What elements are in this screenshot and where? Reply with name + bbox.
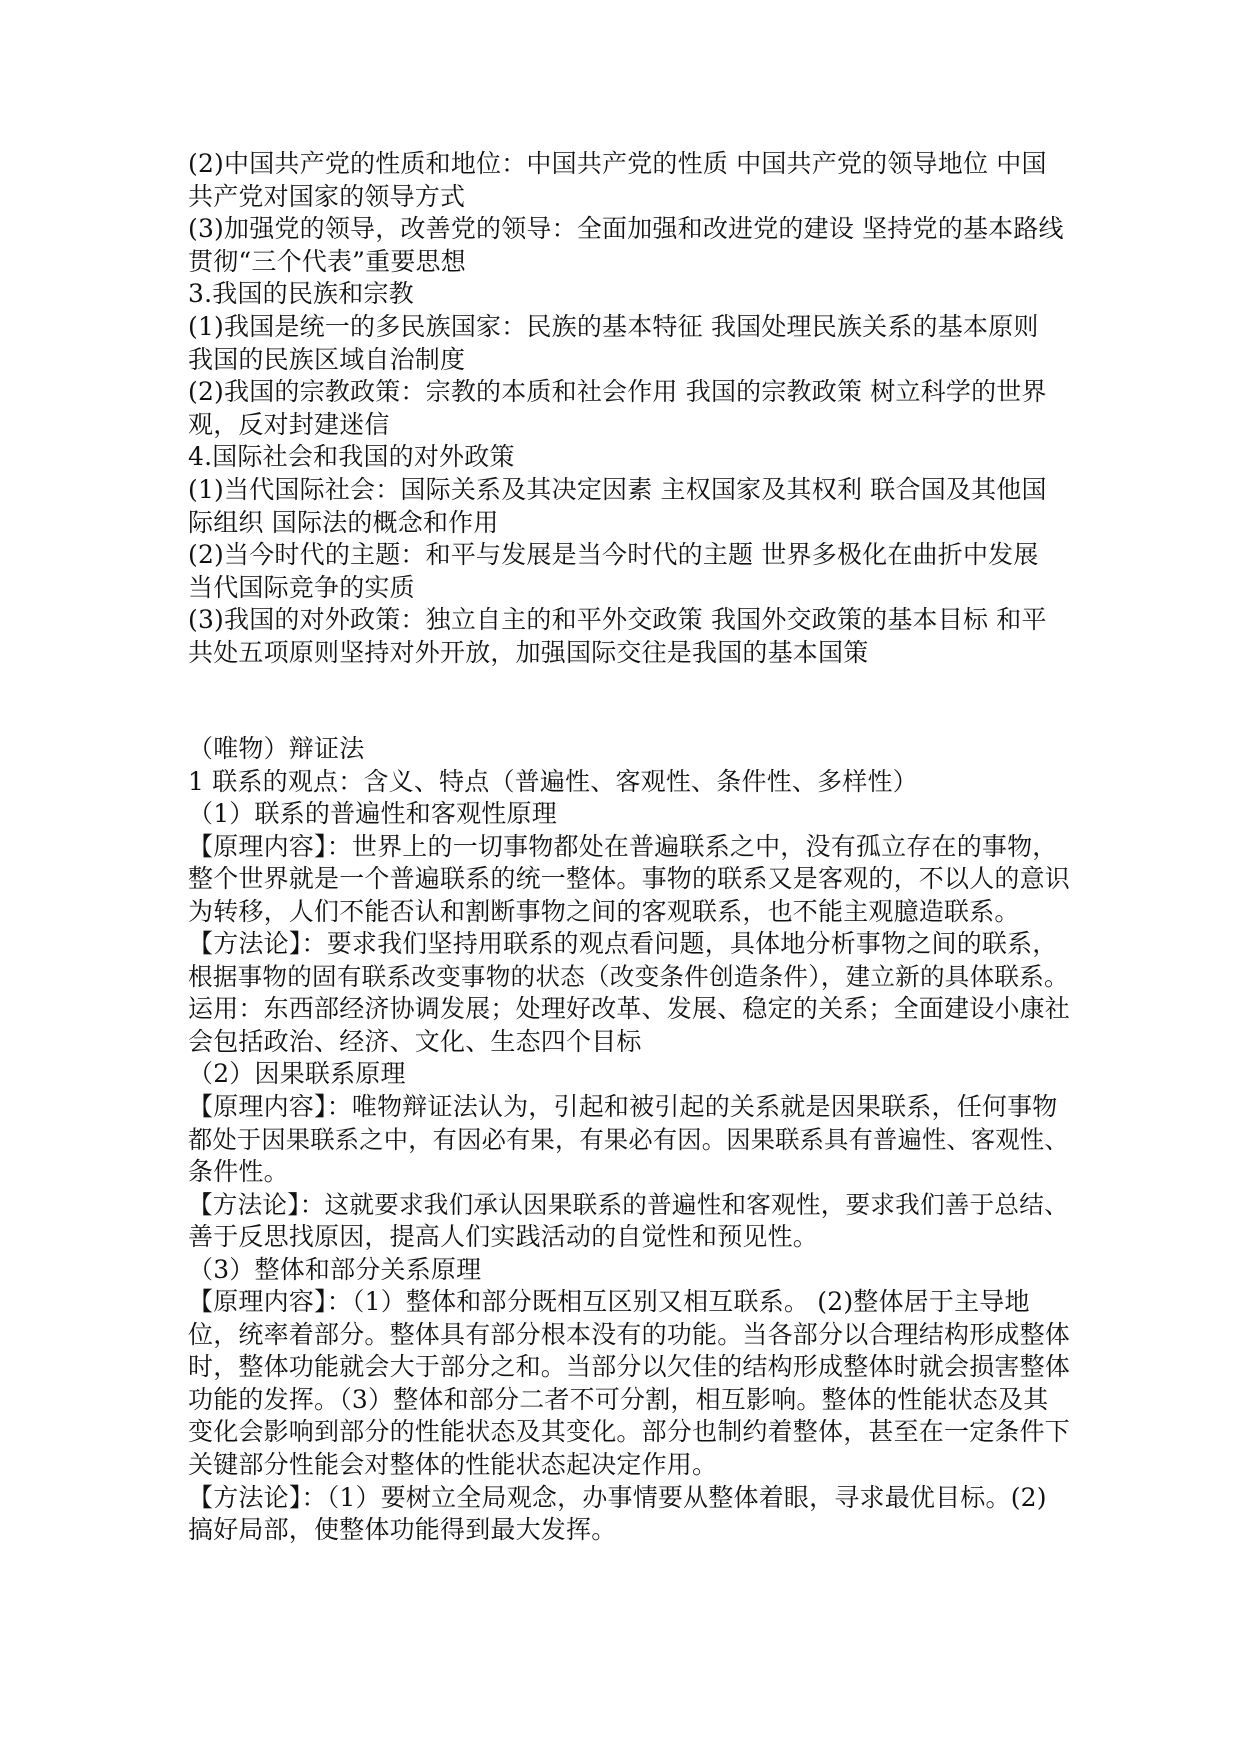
section-heading: 4.国际社会和我国的对外政策 [188, 442, 515, 472]
text-line: 关键部分性能会对整体的性能状态起决定作用。 [188, 1450, 718, 1480]
text-line: 善于反思找原因，提高人们实践活动的自觉性和预见性。 [188, 1222, 819, 1252]
text-line: 位，统率着部分。整体具有部分根本没有的功能。当各部分以合理结构形成整体 [188, 1319, 1071, 1349]
text-line: 际组织 国际法的概念和作用 [188, 507, 499, 537]
text-line: 共处五项原则坚持对外开放，加强国际交往是我国的基本国策 [188, 637, 869, 667]
text-line: 为转移，人们不能否认和割断事物之间的客观联系，也不能主观臆造联系。 [188, 896, 1020, 926]
text-line: (2)我国的宗教政策：宗教的本质和社会作用 我国的宗教政策 树立科学的世界 [188, 377, 1047, 407]
text-line: 当代国际竞争的实质 [188, 572, 415, 602]
subsection-heading: （3）整体和部分关系原理 [188, 1254, 482, 1284]
text-line: 会包括政治、经济、文化、生态四个目标 [188, 1026, 642, 1056]
text-line: (3)加强党的领导，改善党的领导：全面加强和改进党的建设 坚持党的基本路线 [188, 214, 1064, 244]
text-line: 【原理内容】：唯物辩证法认为，引起和被引起的关系就是因果联系，任何事物 [188, 1092, 1058, 1122]
text-line: 运用：东西部经济协调发展；处理好改革、发展、稳定的关系；全面建设小康社 [188, 994, 1071, 1024]
text-line: 我国的民族区域自治制度 [188, 344, 466, 374]
text-line: 贯彻“三个代表”重要思想 [188, 246, 466, 276]
text-line: 条件性。 [188, 1157, 289, 1187]
section-heading: （唯物）辩证法 [188, 734, 365, 763]
text-line: 【原理内容】：（1）整体和部分既相互区别又相互联系。 (2)整体居于主导地 [188, 1287, 1030, 1317]
text-line: 根据事物的固有联系改变事物的状态（改变条件创造条件），建立新的具体联系。 [188, 961, 1069, 991]
text-line: 【原理内容】：世界上的一切事物都处在普遍联系之中，没有孤立存在的事物， [188, 831, 1058, 861]
text-line: 整个世界就是一个普遍联系的统一整体。事物的联系又是客观的，不以人的意识 [188, 864, 1071, 894]
text-line: (3)我国的对外政策：独立自主的和平外交政策 我国外交政策的基本目标 和平 [188, 605, 1047, 635]
text-line: 观，反对封建迷信 [188, 409, 390, 439]
section-heading: 3.我国的民族和宗教 [188, 279, 414, 309]
text-line: (1)当代国际社会：国际关系及其决定因素 主权国家及其权利 联合国及其他国 [188, 474, 1047, 504]
text-line: (1)我国是统一的多民族国家：民族的基本特征 我国处理民族关系的基本原则 [188, 311, 1039, 341]
text-line: 共产党对国家的领导方式 [188, 181, 466, 211]
text-line: 【方法论】：（1）要树立全局观念，办事情要从整体着眼，寻求最优目标。(2) [188, 1482, 1047, 1512]
text-line: 1 联系的观点：含义、特点（普遍性、客观性、条件性、多样性） [188, 766, 918, 796]
text-line: 【方法论】：要求我们坚持用联系的观点看问题，具体地分析事物之间的联系， [188, 929, 1058, 959]
text-line: 【方法论】：这就要求我们承认因果联系的普遍性和客观性，要求我们善于总结、 [188, 1189, 1069, 1219]
politics-outline-section [188, 148, 1078, 670]
text-line: 功能的发挥。（3）整体和部分二者不可分割，相互影响。整体的性能状态及其 [188, 1384, 1049, 1414]
text-line: 都处于因果联系之中，有因必有果，有果必有因。因果联系具有普遍性、客观性、 [188, 1124, 1069, 1154]
text-line: 变化会影响到部分的性能状态及其变化。部分也制约着整体，甚至在一定条件下 [188, 1417, 1071, 1447]
text-line: 搞好局部，使整体功能得到最大发挥。 [188, 1515, 617, 1545]
text-line: (2)当今时代的主题：和平与发展是当今时代的主题 世界多极化在曲折中发展 [188, 540, 1039, 570]
text-line: 时，整体功能就会大于部分之和。当部分以欠佳的结构形成整体时就会损害整体 [188, 1352, 1071, 1382]
subsection-heading: （2）因果联系原理 [188, 1059, 406, 1089]
dialectics-section [188, 733, 1078, 1547]
subsection-heading: （1）联系的普遍性和客观性原理 [188, 799, 557, 829]
text-line: (2)中国共产党的性质和地位：中国共产党的性质 中国共产党的领导地位 中国 [188, 149, 1047, 178]
